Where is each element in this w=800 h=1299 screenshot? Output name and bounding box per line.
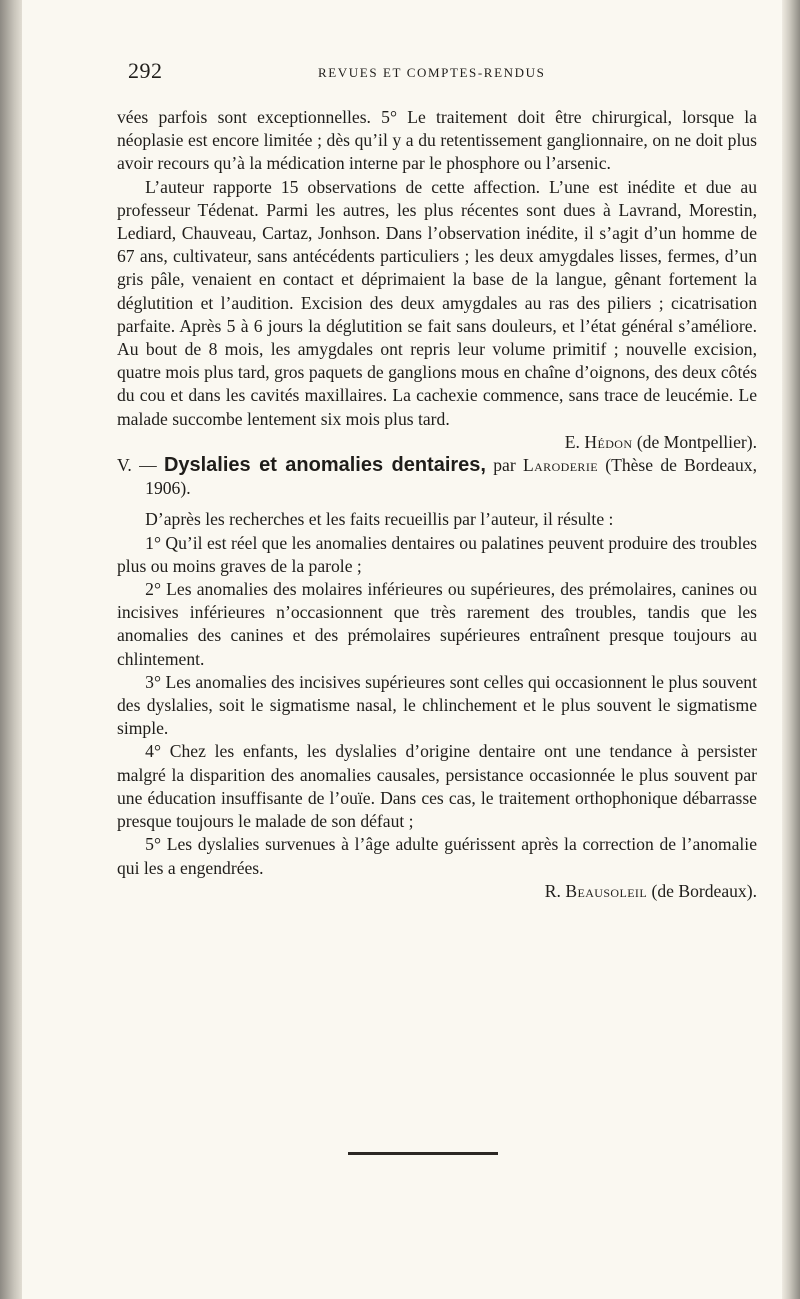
- page-header: [128, 58, 758, 88]
- page-number: 292: [128, 58, 163, 83]
- review-1: [117, 106, 757, 454]
- page-content: [117, 106, 757, 903]
- review-1-paragraph-1: vées parfois sont exceptionnelles. 5° Le traitement doit être chirurgical, lorsque la néoplasie est encore limitée ; dès qu’il y a du retentissement ganglionnaire, on ne doit plus avoir recours qu’à la médication interne par le phosphore ou l’arsenic.: [117, 107, 757, 174]
- section-number: V. —: [117, 455, 157, 476]
- review-2-signature: [117, 880, 757, 903]
- scan-edge-left: [0, 0, 24, 1299]
- review-2-point-4: 4° Chez les enfants, les dyslalies d’origine dentaire ont une tendance à persister malgré la disparition des anomalies causales, persistance occasionnée le plus souvent par une éducation insuffisante de l’ouïe. Dans ces cas, le traitement orthophonique débarrasse presque toujours le malade de son défaut ;: [117, 741, 757, 832]
- byline: [493, 455, 598, 475]
- signature-initial: E.: [564, 431, 580, 452]
- scan-edge-right: [782, 0, 800, 1299]
- section-title: Dyslalies et anomalies dentaires,: [163, 454, 486, 477]
- review-1-signature: [117, 431, 757, 454]
- review-2: [117, 454, 757, 903]
- section-source: (Thèse de Bordeaux, 1906).: [145, 455, 757, 499]
- review-1-paragraph-2: L’auteur rapporte 15 observations de cette affection. L’une est inédite et due au professeur Tédenat. Parmi les autres, les plus récentes sont dues à Lavrand, Morestin, Lediard, Chauveau, Cartaz, Jonhson. Dans l’observation inédite, il s’agit d’un homme de 67 ans, cultivateur, sans antécédents particuliers ; les deux amygdales lisses, fermes, d’un gris pâle, venaient en contact et déprimaient la base de la langue, gênant fortement la déglutition et l’audition. Excision des deux amygdales au ras des piliers ; cicatrisation parfaite. Après 5 à 6 jours la déglutition se fait sans douleurs, et l’état général s’améliore. Au bout de 8 mois, les amygdales ont repris leur volume primitif ; nouvelle excision, quatre mois plus tard, gros paquets de ganglions mous en chaîne d’oignons, des deux côtés du cou et dans les cavités maxillaires. La cachexie commence, sans trace de leucémie. Le malade succombe lentement six mois plus tard.: [117, 176, 757, 429]
- signature-place: (de Bordeaux).: [651, 880, 757, 901]
- review-2-point-5: 5° Les dyslalies survenues à l’âge adulte guérissent après la correction de l’anomalie qui les a engendrées.: [117, 834, 757, 878]
- review-2-point-2: 2° Les anomalies des molaires inférieures ou supérieures, des prémolaires, canines ou incisives inférieures n’occasionnent que très rarement des troubles, tandis que les anomalies des canines et des prémolaires supérieures entraînent presque toujours au chlintement.: [117, 579, 757, 669]
- end-rule: [348, 1152, 498, 1155]
- review-2-intro: D’après les recherches et les faits recueillis par l’auteur, il résulte :: [145, 509, 614, 530]
- signature-initial: R.: [544, 880, 561, 901]
- running-head: REVUES ET COMPTES-RENDUS: [318, 65, 546, 80]
- review-2-heading: [117, 454, 757, 500]
- signature-place: (de Montpellier).: [636, 431, 757, 452]
- review-2-point-1: 1° Qu’il est réel que les anomalies dentaires ou palatines peuvent produire des troubles plus ou moins graves de la parole ;: [117, 532, 757, 576]
- spacer: [117, 500, 757, 508]
- byline-par: par: [493, 455, 516, 476]
- review-2-point-3: 3° Les anomalies des incisives supérieures sont celles qui occasionnent le plus souvent des dyslalies, soit le sigmatisme nasal, le chlinchement et le plus souvent le sigmatisme simple.: [117, 671, 757, 739]
- byline-author: Laroderie: [522, 455, 598, 476]
- signature-name: Hédon: [584, 431, 633, 452]
- signature-name: Beausoleil: [565, 880, 648, 901]
